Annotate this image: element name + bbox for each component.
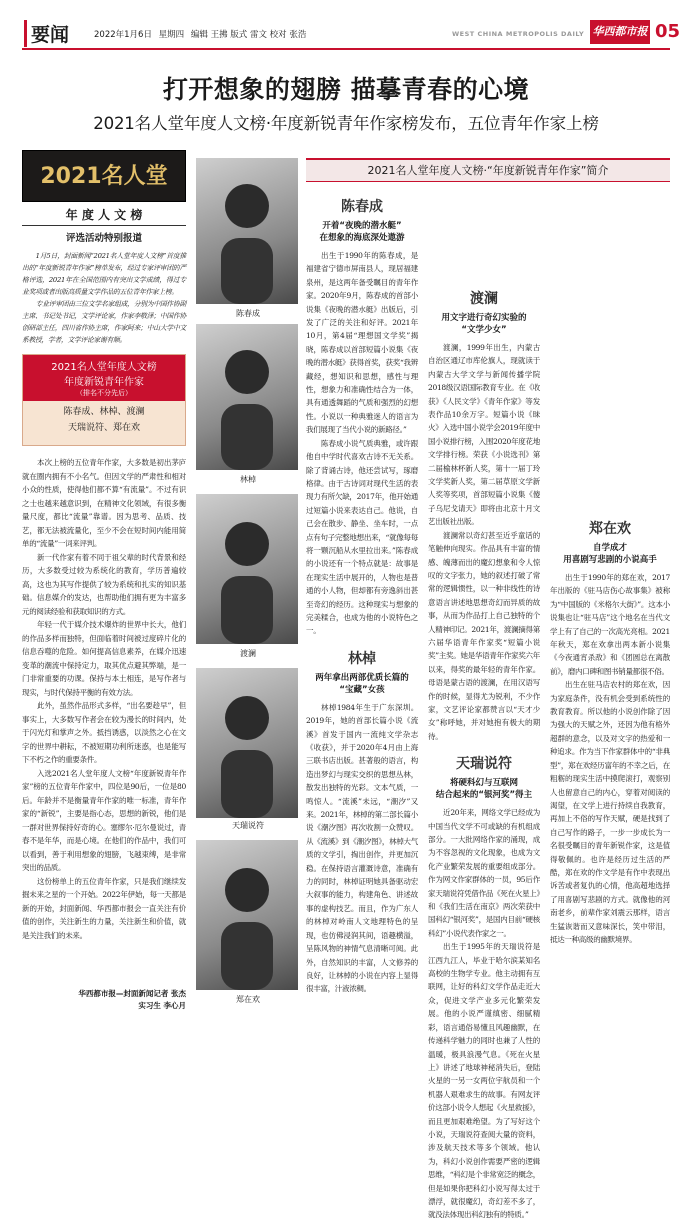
zheng-title-1: 自学成才 xyxy=(592,543,627,553)
badge-subtitle: 年 度 人 文 榜 xyxy=(22,206,186,226)
paragraph: 新一代作家有着不同于祖父辈的时代背景和经历，大多数受过较为系统化的教育，学历普遍较高，这也为其写作提供了较为系统和扎实的知识基础。信息媒介的发达，也帮助他们拥有更为丰富多元的阅读经验和获取知识的方式。 xyxy=(22,552,186,616)
du-paragraph-1: 渡澜，1999年出生，内蒙古自治区通辽市库伦旗人，现就读于内蒙古大学文学与新闻传播学院2018级汉语国际教育专业。在《收获》《人民文学》《青年作家》等发表作品10余万字。短篇小说《昧火》入选中国小说学会2019年度中国小说排行榜，入围2020年度花地文学排行榜。荣获《小说选刊》第二届榆林杯新人奖，第十一届丁玲文学奖新人奖，第二届草原文学新人奖等奖项，首部短篇小说集《傻子乌尼戈请天》即将由北京十月文艺出版社出版。 xyxy=(428,343,540,527)
photo-du-lan xyxy=(196,494,298,644)
tian-paragraph-1: 近20年来，网络文学已经成为中国当代文学不可或缺的有机组成部分。一大批网络作家的涌现，成为不容忽视的文化现象，也成为文化产业繁荣发展的重要组成部分。作为网文作家群体的一员，95后作家天瑞说符凭借作品《死在火星上》和《我们生活在南京》两次荣获中国科幻“银河奖”，是国内目前“硬核科幻”小说代表作家之一。 xyxy=(428,808,540,938)
box-title-1: 2021名人堂年度人文榜 xyxy=(51,362,157,373)
sidebar xyxy=(22,150,186,1030)
badge-title: 2021名人堂 xyxy=(40,164,168,189)
date-line xyxy=(94,28,306,40)
headline: 打开想象的翅膀 描摹青春的心境 xyxy=(162,75,530,104)
lin-title-2: “宝藏”女孩 xyxy=(339,684,385,695)
paper-logo-text: 华西都市报 xyxy=(592,25,648,38)
paper-logo xyxy=(590,20,650,44)
intro-paragraph-2: 专业评审团由三位文学名家组成，分别为中国作协副主席、书记处书记，文学评论家，作家李敬泽；中国作协创研部主任，四川省作协主席，作家阿来；中山大学中文系教授，学者，文学评论家谢有顺。 xyxy=(22,300,186,344)
caption-tian: 天瑞说符 xyxy=(232,821,264,830)
masthead xyxy=(22,18,681,50)
author-name-zheng: 郑在欢 xyxy=(589,521,631,537)
sidebar-body xyxy=(22,456,186,986)
paragraph: 年轻一代于媒介技术爆炸的世界中长大，他们的作品多样而独特，但面临着时间被过度碎片化的信息吞噬的危险。如何提高信息素养，在媒介迅速变革的潮流中保持定力，取其优点避其弊端，是一门非常重要的功课。保持与本土相连，是写作者与现实，与时代保持平衡的有效方法。 xyxy=(22,620,186,697)
box-names-2: 天瑞说符、郑在欢 xyxy=(67,423,140,433)
box-order: （排名不分先后） xyxy=(76,389,132,397)
subheadline: 2021名人堂年度人文榜·年度新锐青年作家榜发布，五位青年作家上榜 xyxy=(93,114,599,133)
page-number: 05 xyxy=(655,21,681,42)
portrait-icon xyxy=(196,840,298,990)
box-names xyxy=(23,401,185,445)
chen-title-2: 在想象的海底深处遨游 xyxy=(319,233,405,243)
du-title-2: “文学少女” xyxy=(461,325,507,335)
section-label: 要闻 xyxy=(24,20,69,47)
chen-title-1: 开着“夜晚的潜水艇” xyxy=(322,221,402,231)
author-name-chen: 陈春成 xyxy=(341,199,383,215)
portrait-icon xyxy=(196,158,298,304)
winners-box xyxy=(22,354,186,446)
portrait-icon xyxy=(196,668,298,818)
special-report: 评选活动特别报道 xyxy=(65,233,142,244)
chen-paragraph-2: 陈春成小说气质典雅，或许跟他自中学时代喜欢古诗不无关系。除了背诵古诗，他还尝试写，琢磨格律。由于古诗词对现代生活的表现力有所欠缺，2017年，他开始通过短篇小说来表达自己。他说，自己会在散步、静坐、坐车时，一点点有句子完整地想出来，“就像每每将一颗沉船从水里拉出来。”陈春成的小说还有一个特点就是：故事是在现实生活中展开的，人物也是普通的小人物，但却都有旁逸斜出甚至奇幻的经历。这种现实与想象的完美糅合，也成为他的小说特色之一。 xyxy=(306,438,418,636)
zheng-title-2: 用喜剧写悲剧的小说高手 xyxy=(563,555,657,565)
du-title-1: 用文字进行奇幻实验的 xyxy=(441,313,527,323)
lin-title-1: 两年拿出两部优质长篇的 xyxy=(315,672,409,683)
box-title-2: 年度新锐青年作家 xyxy=(64,377,144,388)
box-title-bar xyxy=(23,355,185,401)
caption-lin: 林棹 xyxy=(240,475,256,484)
paragraph: 入选2021名人堂年度人文榜“年度新锐青年作家”榜的五位青年作家中，四位是90后，一位是80后。年龄并不是衡量青年作家的唯一标准，青年作家的“新锐”，主要是指心态，思想的新锐，他们是一群对世界保持好奇的心。塞缪尔·厄尔曼说过，青春不是年华，而是心境。在他们的作品中，我们可以看到，善于利用想象的翅膀，飞越束缚，是非常突出的品质。 xyxy=(22,768,186,872)
column-2 xyxy=(428,196,540,1220)
tian-paragraph-2: 出生于1995年的天瑞说符是江西九江人，毕业于哈尔滨某知名高校的生物学专业。他主动拥有互联网，让好的科幻文学作品走近大众，促进文学产业多元化繁荣发展。他的小说严谨缜密、细腻精彩，语言通俗易懂且风趣幽默，在传递科学魅力的同时也兼了人性的温暖，极具浪漫气息。《死在火星上》讲述了地球神秘消失后，登陆火星的一另一女两位宇航员和一个机器人艰难求生的故事。有网友评价这部小说令人想起《火星救援》，而且更加艰难绝望。为了写好这个小说，天瑞说符查阅大量的资料，涉及航天技术等多个领域。他认为，科幻小说创作需要严密的逻辑思维，“科幻是个非常宽泛的概念，但是如果你把科幻小说写得太过于漂浮，就很魔幻，奇幻差不多了，就没法体现出科幻独有的特质。” xyxy=(428,942,540,1220)
du-paragraph-2: 渡澜常以奇幻甚至近乎童话的笔触伸向现实。作品具有丰富的情感、魄薄而出的魔幻想象和令人惊叹的文字张力，她的叙述打破了常常的逻辑惯性，以一种非线性的诗意语言讲述地思想奇幻而异质的故事，从而为作品打上自己独特的个人精神印记。2021年，渡澜摘得第六届华语青年作家奖“短篇小说奖”主奖。她是华语青年作家奖六年以来，得奖的最年轻的青年作家。母语是蒙古语的渡澜，在用汉语写作的时候，显得尤为锐利，不少作家，文艺评论家都赞言以“天才少女”称呼她，并对她抱有极大的期待。 xyxy=(428,530,540,741)
portrait-icon xyxy=(196,494,298,644)
photo-chen-chuncheng xyxy=(196,158,298,304)
photo-tianrui-shuofu xyxy=(196,668,298,818)
byline xyxy=(22,988,186,1012)
editors: 编辑 王拂 版式 雷文 校对 张浩 xyxy=(190,30,307,40)
author-name-tian: 天瑞说符 xyxy=(456,756,512,773)
lin-paragraph-1: 林棹1984年生于广东深圳。2019年，她的首部长篇小说《流溪》首发于国内一流纯文学杂志《收获》，并于2020年4月由上海三联书店出版。甚著般的语言，构造出梦幻与现实交织的思想丛林，散发出独特的光彩。文本气质，一鸣惊人。“流溪”未远，“潮汐”又来。2021年，林棹的第二部长篇小说《潮汐图》再次收割一众赞叹。从《流溪》到《潮汐图》，林棹大气质的文学引，掏出创作，并更加沉稳。在保持语言灌溉诗意，准确有力的同时，林棹证明她具备驱动宏大叙事的能力，构建角色、讲述故事的虚构技艺。而且，作为广东人的林棹对岭南人文地理特色的呈现，也仿佛浸润其间，语趣横溢，呈陈风物的神情气息清晰可阅。此外，自然知识的丰富，人文修养的良好，让林棹的小说在内容上显得很丰富，汁液浓稠。 xyxy=(306,702,418,994)
author-name-lin: 林棹 xyxy=(348,650,376,667)
tian-title-1: 将硬科幻与互联网 xyxy=(449,778,518,789)
column-3 xyxy=(550,196,670,1030)
date: 2022年1月6日 xyxy=(94,30,152,40)
tian-title-2: 结合起来的“银河奖”得主 xyxy=(435,790,533,801)
paper-english-name: WEST CHINA METROPOLIS DAILY xyxy=(452,30,585,38)
photo-zheng-zaihuan xyxy=(196,840,298,990)
column-1 xyxy=(306,196,418,1030)
photo-lin-zhao xyxy=(196,324,298,470)
box-names-1: 陈春成、林棹、渡澜 xyxy=(63,407,145,417)
zheng-paragraph-2: 出生在驻马店农村的郑在欢，因为家庭条件，没有机会受到系统性的教育教育。所以他的小说创作除了因为强大的天赋之外，还因为他有格外超群的意念，以及对文字的热爱和一种追求。作为当下作家群体中的“非典型”，郑在欢经历富年的不幸之后，在粗粝的现实生活中摸爬滚打，观察别人也留意自己的内心，穿着对阅读的渴望，在文学上进行持续自我教育，再加上不俗的写作天赋，硬是找到了自己写作的路子，一步一步成长为一名很受瞩目的青年新锐作家，这是值得敬佩的。也许是经历过生活的严酷，郑在欢的作文学是有作中表现出诉苦或者复仇的心情，他高超地选择了用喜剧写悲剧的方式。就像他的河南老乡，前辈作家刘震云那样，语言生猛诙谐而又意味深长，笑中带泪，抵达一种高级的幽默境界。 xyxy=(550,680,670,944)
paragraph: 本次上榜的五位青年作家，大多数是初出茅庐就在圈内拥有不小名气。但因文学的严肃性和相对小众的性质，使得他们都不算“有流量”。不过有识之士也越来越意识到，在精神文化领域，有很多衡量尺度，都比“流量”靠谱。因为思考、品质、技艺，都无法被流量化，至少不会在短时间内能用简单的“流量”一词来评判。 xyxy=(22,458,186,548)
paragraph: 此外，虽然作品形式多样，“出名要趁早”，但事实上，大多数写作者会在较为漫长的时间内，处于闪光灯和掌声之外。抵挡诱惑，以淡然之心在文字的世界中耕耘，不被短期功利所迷惑，也是能写下不朽之作的重要条件。 xyxy=(22,701,186,764)
zheng-paragraph-1: 出生于1990年的郑在欢，2017年出版的《驻马店伤心故事集》被称为“中国版的《米格尔大街》”。这本小说集也让“驻马店”这个地名在当代文学上有了自己的一次高光亮相。2021年秋天，郑在欢拿出两本新小说集《今夜通宵杀敌》和《团圆总在离散前》，磨内口碑和图书销量都很不俗。 xyxy=(550,573,670,676)
intro-paragraph-1: 1月5日，封面新闻“2021名人堂年度人文榜”首度推出的“年度新锐青年作家”榜单发布，经过专家评审团的严格评选，2021年在全国范围内有突出文学成绩，得过专业奖项或者出版高质量文学作品的五位青年作家上榜。 xyxy=(22,252,186,296)
caption-zheng: 郑在欢 xyxy=(236,995,260,1004)
byline-reporter: 华西都市报—封面新闻记者 张杰 xyxy=(78,989,186,998)
weekday: 星期四 xyxy=(158,30,185,40)
caption-chen: 陈春成 xyxy=(236,309,260,318)
banner-text: 2021名人堂年度人文榜·“年度新锐青年作家”简介 xyxy=(367,164,609,177)
paragraph: 这份榜单上的五位青年作家，只是我们继续发掘未来之星的一个开始。2022年伊始，每一天都是新的开始，封面新闻、华西都市报会一直关注有价值的创作，关注新生的力量，关注新生和价值，就是关注我们的未来。 xyxy=(22,876,186,940)
author-name-du: 渡澜 xyxy=(470,291,498,307)
section-banner xyxy=(306,158,670,182)
portrait-icon xyxy=(196,324,298,470)
award-badge xyxy=(22,150,186,202)
byline-intern: 实习生 李心月 xyxy=(138,1001,186,1010)
caption-du: 渡澜 xyxy=(240,649,256,658)
chen-paragraph-1: 出生于1990年的陈春成，是福建省宁德市屏南县人，现居福建泉州，是这两年备受瞩目的青年作家。2020年9月，陈春成的首部小说集《夜晚的潜水艇》出版后，引发了广泛的关注和好评。2021年10月，第4届“理想国文学奖”揭晓，陈春成以首部短篇小说集《夜晚的潜水艇》获得首奖，获奖“我辨藏经，想知识和思想，感性与理性，想象力和准确性结合为一体，具有通透舞蹈的气质和强烈的幻想性。小说以一种典雅迷人的语言为我们展现了当代小说的新路径。” xyxy=(306,251,418,435)
